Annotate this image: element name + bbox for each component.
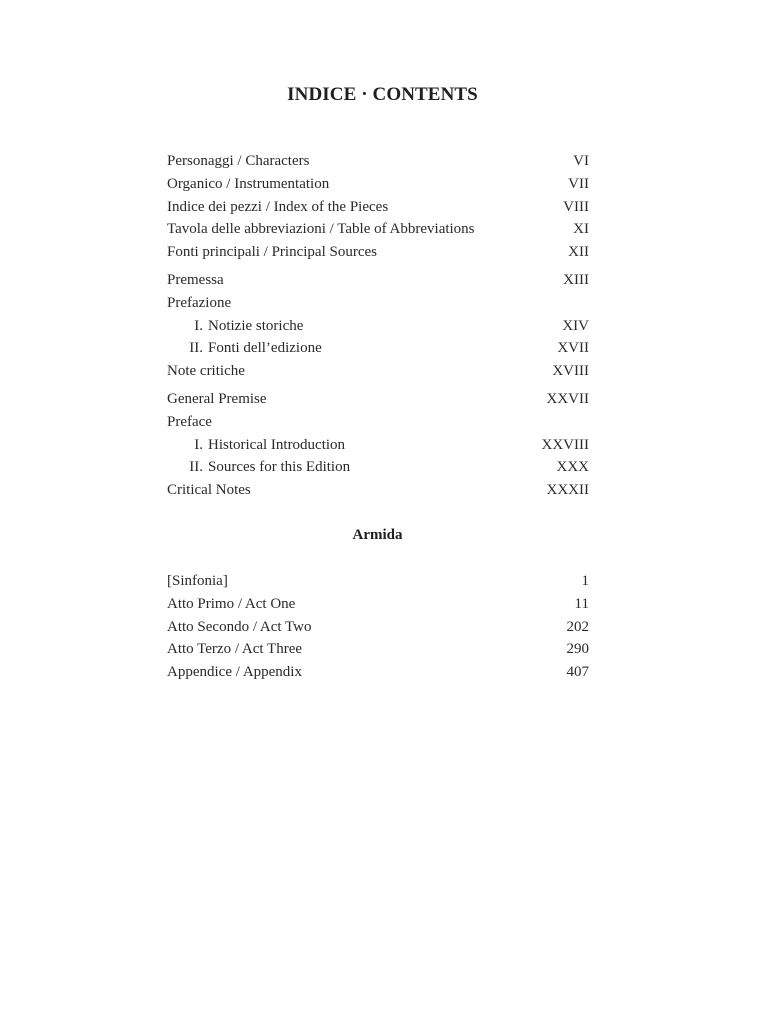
toc-entry-page: 202	[566, 618, 589, 635]
toc-subentry-text: Notizie storiche	[208, 317, 304, 334]
toc-entry-page: 11	[574, 595, 589, 612]
toc-entry[interactable]	[167, 196, 589, 219]
toc-entry-page: VI	[573, 153, 589, 169]
toc-entry-page: XIII	[563, 271, 589, 288]
toc-entry-label: Atto Secondo / Act Two	[167, 618, 312, 635]
toc-score	[167, 570, 589, 684]
toc-subentry[interactable]	[167, 315, 589, 338]
toc-entry[interactable]	[167, 388, 589, 411]
toc-entry-page: VII	[568, 175, 589, 192]
toc-entry[interactable]	[167, 173, 589, 196]
toc-entry[interactable]	[167, 593, 589, 616]
toc-entry-page: XVII	[557, 340, 589, 357]
toc-entry-page: 290	[566, 641, 589, 658]
toc-entry[interactable]	[167, 292, 589, 315]
toc-subentry-numeral: I.	[194, 436, 203, 453]
section-heading: Armida	[352, 527, 403, 543]
toc-front-matter	[167, 150, 589, 502]
toc-entry-label: Appendice / Appendix	[167, 664, 302, 681]
toc-entry[interactable]	[167, 241, 589, 264]
toc-subentry[interactable]	[167, 434, 589, 457]
toc-entry-label: Indice dei pezzi / Index of the Pieces	[167, 198, 389, 215]
toc-entry-label: General Premise	[167, 390, 267, 407]
toc-entry-page: XXVII	[546, 390, 589, 407]
toc-entry[interactable]	[167, 661, 589, 684]
toc-entry-page: XI	[573, 221, 589, 238]
toc-entry-page: XXVIII	[541, 436, 589, 453]
toc-entry-label: Fonti principali / Principal Sources	[167, 244, 377, 261]
toc-entry-page: 1	[581, 573, 589, 589]
toc-subentry-text: Historical Introduction	[208, 436, 346, 453]
toc-entry-page: XII	[568, 244, 589, 261]
toc-entry-page: XXXII	[546, 482, 589, 499]
toc-subentry-numeral: I.	[194, 317, 203, 334]
toc-entry-label: [Sinfonia]	[167, 573, 228, 589]
toc-entry-label: Critical Notes	[167, 482, 251, 499]
toc-entry[interactable]	[167, 570, 589, 593]
toc-entry-label: Atto Primo / Act One	[167, 595, 296, 612]
toc-entry[interactable]	[167, 269, 589, 292]
toc-entry[interactable]	[167, 218, 589, 241]
toc-subentry-label	[167, 456, 350, 479]
toc-subentry-text: Fonti dell’edizione	[208, 340, 322, 357]
toc-entry-label: Premessa	[167, 271, 224, 288]
toc-entry-label: Organico / Instrumentation	[167, 175, 330, 192]
toc-entry-page: XVIII	[552, 363, 589, 380]
page-title: INDICE · CONTENTS	[287, 84, 478, 105]
toc-subentry[interactable]	[167, 337, 589, 360]
toc-entry[interactable]	[167, 479, 589, 502]
toc-subentry-numeral: II.	[189, 459, 203, 476]
toc-entry-page: 407	[566, 664, 589, 681]
toc-subentry-label	[167, 315, 303, 338]
toc-subentry-text: Sources for this Edition	[208, 459, 351, 476]
toc-entry-page: XXX	[556, 459, 589, 476]
toc-entry[interactable]	[167, 638, 589, 661]
toc-subentry-label	[167, 434, 345, 457]
toc-entry-label: Personaggi / Characters	[167, 153, 310, 169]
toc-subentry[interactable]	[167, 456, 589, 479]
toc-entry-label: Note critiche	[167, 363, 245, 380]
toc-entry-label: Tavola delle abbreviazioni / Table of Abbreviations	[167, 221, 475, 238]
toc-entry-label: Atto Terzo / Act Three	[167, 641, 303, 658]
toc-entry[interactable]	[167, 616, 589, 639]
toc-subentry-numeral: II.	[189, 340, 203, 357]
toc-entry-label: Preface	[167, 413, 212, 430]
toc-entry[interactable]	[167, 360, 589, 383]
toc-entry[interactable]	[167, 411, 589, 434]
toc-entry-page: XIV	[562, 317, 589, 334]
toc-subentry-label	[167, 337, 322, 360]
toc-entry[interactable]	[167, 150, 589, 173]
toc-entry-label: Prefazione	[167, 294, 232, 311]
toc-entry-page: VIII	[563, 198, 589, 215]
